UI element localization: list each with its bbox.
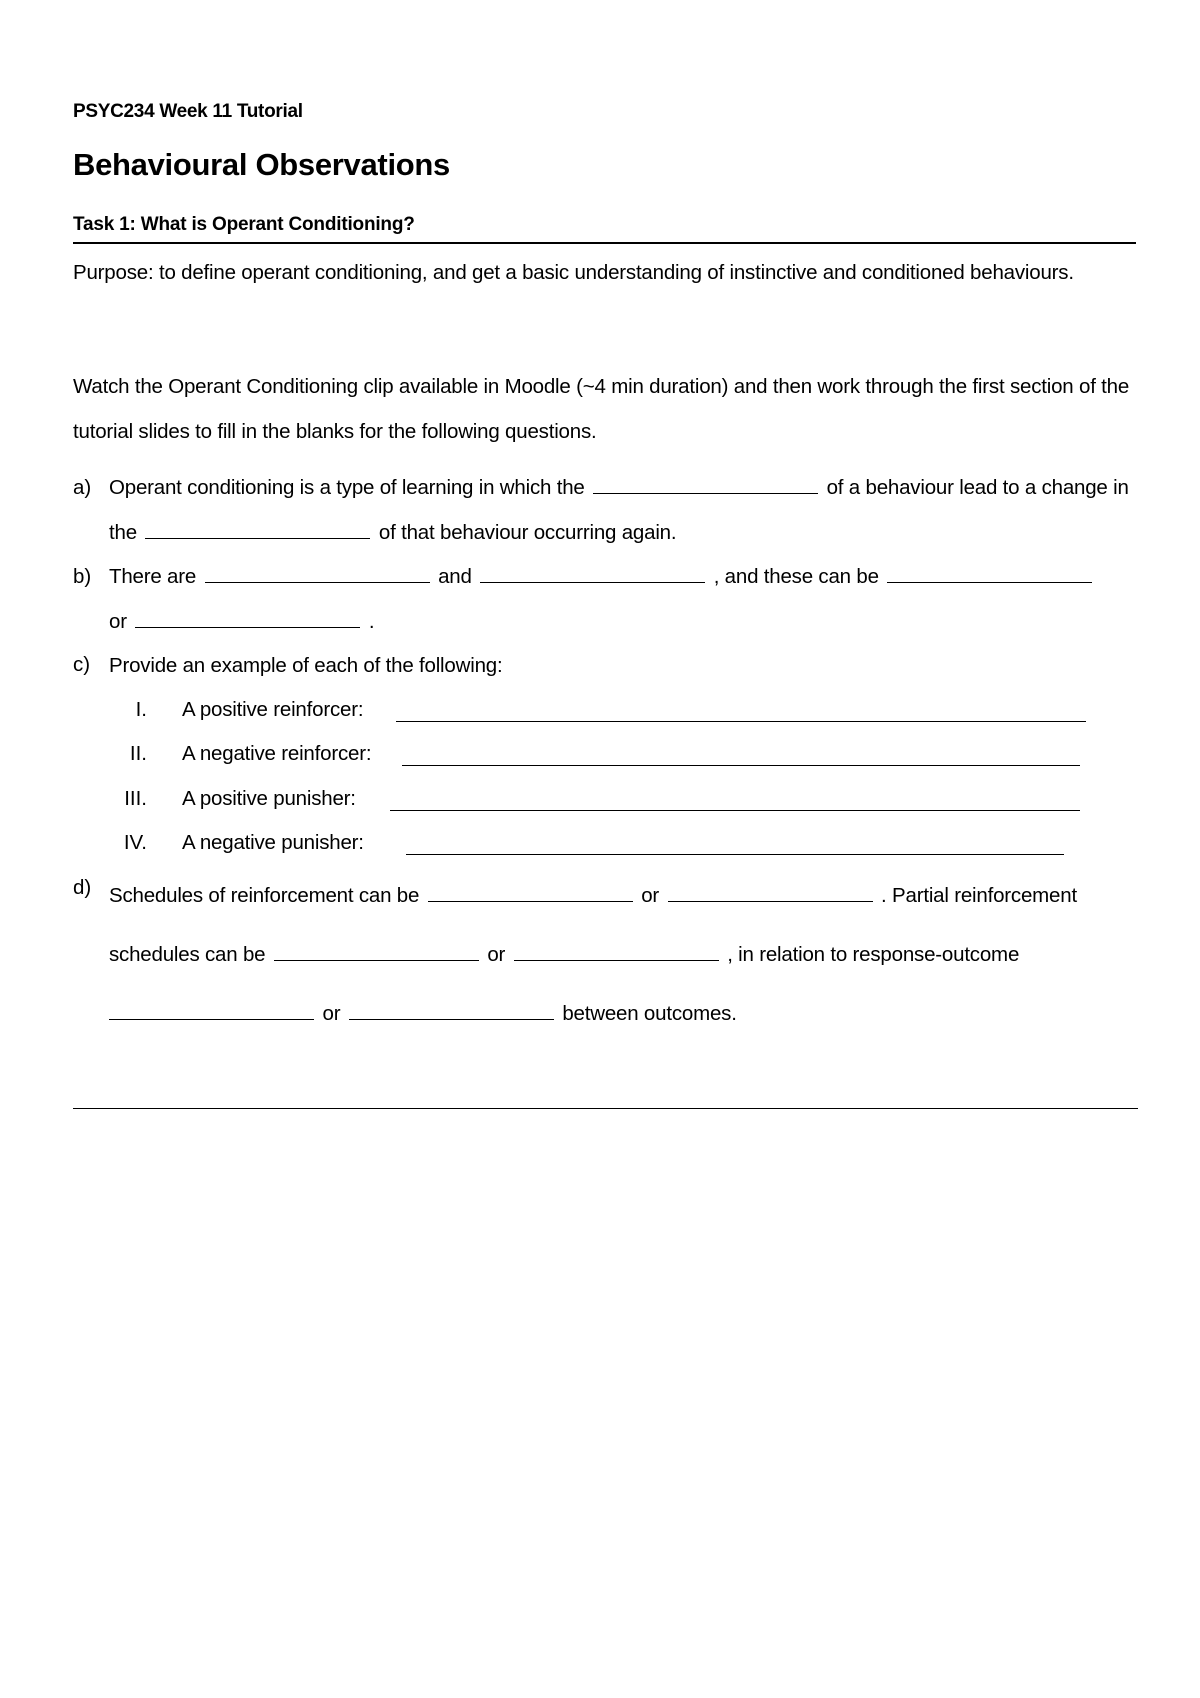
question-c-text: Provide an example of each of the following: — [109, 654, 503, 677]
blank-field[interactable] — [205, 564, 430, 583]
question-d-text-3: . Partial reinforcement — [881, 884, 1077, 907]
question-d-text-1: Schedules of reinforcement can be — [109, 884, 420, 907]
question-d-text-2: or — [641, 884, 660, 907]
question-a-text-2: of a behaviour lead to a change in the — [109, 476, 1129, 544]
item-positive-punisher: A positive punisher: — [182, 787, 356, 810]
item-numeral: I. — [135, 698, 147, 721]
blank-field[interactable] — [109, 1001, 314, 1020]
question-d-text-7: or — [322, 1002, 341, 1025]
item-negative-reinforcer: A negative reinforcer: — [182, 742, 372, 765]
blank-field[interactable] — [428, 883, 633, 902]
instructions-paragraph: Watch the Operant Conditioning clip available in Moodle (~4 min duration) and then work through the first section of the tutorial slides to fill in the blanks for the following questions. — [73, 375, 1130, 443]
question-b-text-4: or — [109, 610, 127, 633]
answer-line[interactable] — [396, 720, 1086, 722]
answer-line[interactable] — [406, 853, 1064, 855]
blank-field[interactable] — [887, 564, 1092, 583]
item-numeral: III. — [124, 787, 147, 810]
question-d-text-4: schedules can be — [109, 943, 266, 966]
question-b — [109, 554, 1139, 644]
document-title: Behavioural Observations — [73, 147, 450, 182]
question-d-text-8: between outcomes. — [562, 1002, 737, 1025]
question-d-text-6: , in relation to response-outcome — [727, 943, 1020, 966]
question-b-text-3: , and these can be — [713, 565, 879, 588]
question-d-label: d) — [73, 876, 92, 899]
course-line: PSYC234 Week 11 Tutorial — [73, 101, 303, 122]
answer-line[interactable] — [402, 764, 1080, 766]
blank-field[interactable] — [274, 942, 479, 961]
blank-field[interactable] — [349, 1001, 554, 1020]
bottom-rule — [73, 1108, 1138, 1109]
blank-field[interactable] — [593, 475, 818, 494]
blank-field[interactable] — [135, 609, 360, 628]
question-a — [109, 465, 1139, 555]
question-d — [109, 866, 1139, 1043]
question-b-text-2: and — [438, 565, 472, 588]
question-b-label: b) — [73, 565, 92, 588]
question-a-text-1: Operant conditioning is a type of learning in which the — [109, 476, 585, 499]
question-b-text-1: There are — [109, 565, 197, 588]
question-a-text-3: of that behaviour occurring again. — [378, 521, 677, 544]
task-heading: Task 1: What is Operant Conditioning? — [73, 214, 1136, 244]
answer-line[interactable] — [390, 809, 1080, 811]
item-positive-reinforcer: A positive reinforcer: — [182, 698, 364, 721]
purpose-paragraph: Purpose: to define operant conditioning, and get a basic understanding of instinctive and conditioned behaviours. — [73, 261, 1074, 284]
question-d-text-5: or — [487, 943, 506, 966]
blank-field[interactable] — [480, 564, 705, 583]
item-numeral: IV. — [123, 831, 147, 854]
question-a-label: a) — [73, 476, 92, 499]
question-c-label: c) — [73, 653, 91, 676]
blank-field[interactable] — [514, 942, 719, 961]
question-b-text-5: . — [368, 610, 375, 633]
item-numeral: II. — [129, 742, 147, 765]
item-negative-punisher: A negative punisher: — [182, 831, 364, 854]
blank-field[interactable] — [668, 883, 873, 902]
blank-field[interactable] — [145, 520, 370, 539]
